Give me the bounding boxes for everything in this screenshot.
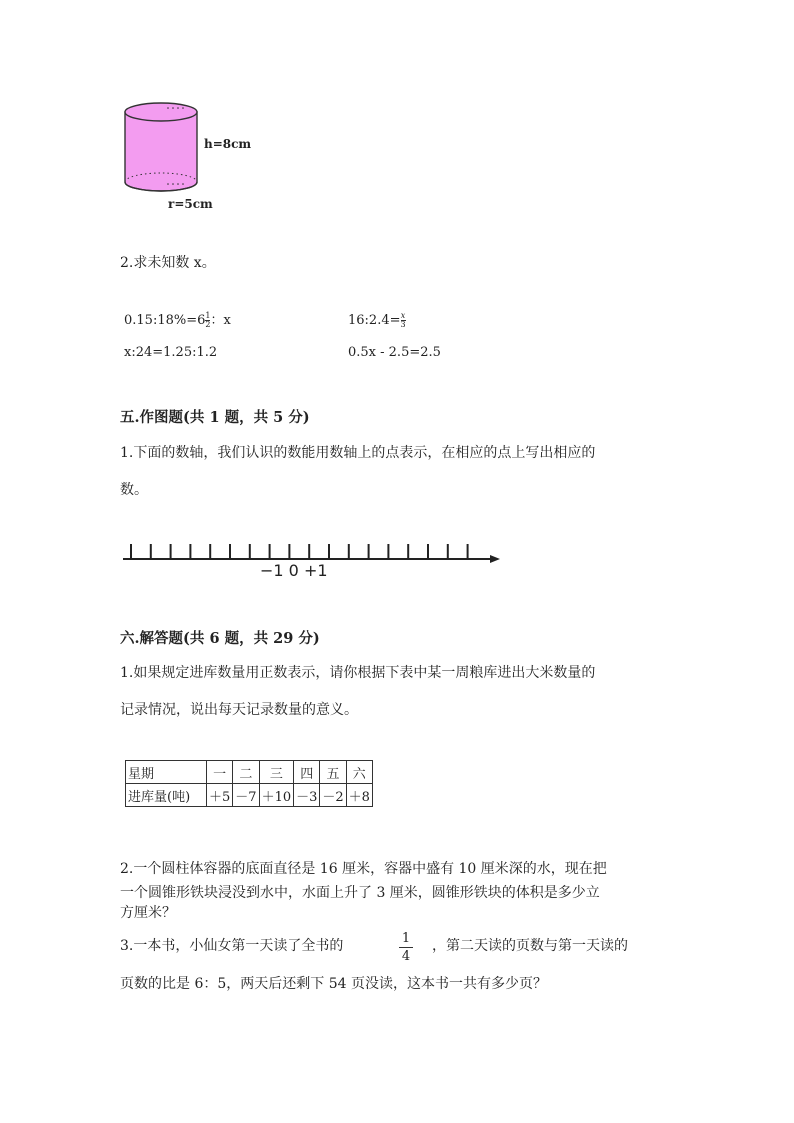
q3-frac-den: 4 (399, 947, 413, 963)
table-cell: 星期 (126, 761, 207, 784)
q3-fraction (399, 932, 413, 963)
equation-1 (124, 312, 231, 329)
section6-q2-line3: 方厘米？ (120, 905, 176, 921)
cylinder-top (125, 103, 197, 121)
number-line-ticks (131, 544, 468, 559)
equation-2 (348, 312, 406, 329)
table-cell: －2 (320, 784, 346, 807)
table-row (126, 761, 373, 784)
table-cell: ＋8 (346, 784, 372, 807)
eq1-suffix: ：x (210, 313, 231, 328)
table-cell: 五 (320, 761, 346, 784)
grain-record-table (125, 760, 373, 807)
section5-q1-line1: 1.下面的数轴，我们认识的数能用数轴上的点表示，在相应的点上写出相应的 (120, 445, 596, 461)
table-row (126, 784, 373, 807)
section5-q1-line2: 数。 (120, 482, 148, 498)
eq2-prefix: 16:2.4= (348, 313, 401, 328)
table-cell: －7 (233, 784, 259, 807)
section6-q3-part2: ，第二天读的页数与第一天读的 (432, 938, 628, 954)
table-cell: 进库量(吨) (126, 784, 207, 807)
table-cell: 六 (346, 761, 372, 784)
radius-label: r=5cm (168, 197, 213, 211)
eq2-frac-num: x (400, 311, 406, 320)
section6-q1-line1: 1.如果规定进库数量用正数表示，请你根据下表中某一周粮库进出大米数量的 (120, 665, 596, 681)
section6-q1-line2: 记录情况，说出每天记录数量的意义。 (120, 702, 358, 718)
section5-heading: 五.作图题(共 1 题，共 5 分) (120, 409, 310, 426)
eq1-frac-num: 1 (205, 311, 211, 320)
equation-3: x:24=1.25:1.2 (124, 345, 218, 360)
q2-title: 2.求未知数 x。 (120, 255, 216, 271)
equation-4: 0.5x - 2.5=2.5 (348, 345, 441, 360)
table-cell: 一 (207, 761, 233, 784)
q3-frac-num: 1 (401, 931, 411, 946)
cylinder-figure (118, 96, 208, 196)
table-cell: ＋10 (259, 784, 294, 807)
table-cell: 三 (259, 761, 294, 784)
table-cell: ＋5 (207, 784, 233, 807)
number-line-labels: −1 0 +1 (260, 561, 328, 580)
section6-heading: 六.解答题(共 6 题，共 29 分) (120, 630, 320, 647)
table-cell: 二 (233, 761, 259, 784)
table-cell: 四 (294, 761, 320, 784)
section6-q2-line2: 一个圆锥形铁块浸没到水中，水面上升了 3 厘米，圆锥形铁块的体积是多少立 (120, 885, 600, 901)
section6-q3-part1: 3.一本书，小仙女第一天读了全书的 (120, 938, 344, 954)
table-cell: －3 (294, 784, 320, 807)
eq2-frac-den: 3 (400, 320, 406, 329)
section6-q3-line2: 页数的比是 6：5，两天后还剩下 54 页没读，这本书一共有多少页？ (120, 976, 547, 992)
section6-q2-line1: 2.一个圆柱体容器的底面直径是 16 厘米，容器中盛有 10 厘米深的水，现在把 (120, 861, 607, 877)
eq1-prefix: 0.15:18%=6 (124, 313, 206, 328)
cylinder-body (125, 112, 197, 191)
eq2-fraction (401, 312, 406, 329)
eq1-frac-den: 2 (205, 320, 211, 329)
number-line-arrow (490, 555, 500, 563)
height-label: h=8cm (204, 137, 252, 151)
